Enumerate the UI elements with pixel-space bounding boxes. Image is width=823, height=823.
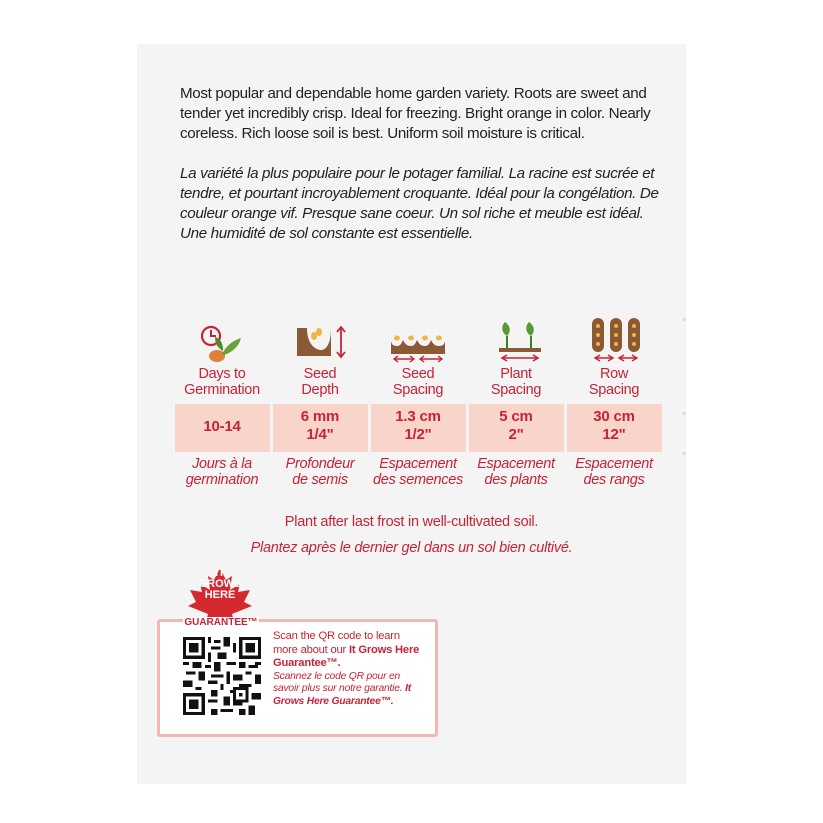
guarantee-logo-text: IT GROWS HERE: [198, 567, 242, 601]
edge-mark: [683, 412, 686, 415]
label-seed-depth: Seed Depth: [301, 366, 339, 398]
seed-spacing-icon: [389, 328, 449, 364]
description-english: Most popular and dependable home garden variety. Roots are sweet and tender yet incredibly crisp. Ideal for freezing. Bright orange in color. Nearly coreless. Rich loose soil is best. Uniform soil moisture is critical.: [180, 85, 651, 142]
planting-labels-english: [175, 366, 665, 402]
label-fr-plant-spacing: Espacement des plants: [477, 456, 555, 488]
label-seed-spacing: Seed Spacing: [392, 366, 444, 398]
value-seed-spacing: 1.3 cm 1/2": [395, 408, 441, 443]
description-french: La variété la plus populaire pour le potager familial. La racine est sucrée et tendre, et pourtant incroyablement croquante. Idéal pour la congélation. De couleur orange vif. Presque sane coeur. Un sol riche et meuble est idéal. Une humidité de sol constante est essentielle.: [180, 165, 659, 242]
guarantee-badge-text: GUARANTEE™: [184, 617, 258, 628]
row-spacing-icon: [590, 318, 644, 364]
label-fr-seed-depth: Profondeur de semis: [285, 456, 355, 488]
label-plant-spacing: Plant Spacing: [490, 366, 542, 398]
clock-seedling-icon: [199, 324, 245, 364]
planting-values-row: [175, 404, 665, 452]
planting-note-french: Plantez après le dernier gel dans un sol bien cultivé.: [250, 540, 573, 556]
edge-mark: [683, 452, 686, 455]
edge-mark: [683, 318, 686, 321]
seed-depth-icon: [297, 326, 347, 362]
qr-code[interactable]: [183, 637, 261, 715]
planting-labels-french: [175, 456, 665, 496]
planting-note-english: Plant after last frost in well-cultivated soil.: [284, 514, 539, 530]
label-days-to-germination: Days to Germination: [184, 366, 260, 398]
guarantee-link-english[interactable]: It Grows Here Guarantee™.: [273, 643, 420, 669]
value-plant-spacing: 5 cm 2": [499, 408, 533, 443]
value-days-to-germination: 10-14: [203, 418, 241, 435]
planting-icons-row: [175, 318, 665, 364]
guarantee-text-english: Scan the QR code to learn more about our It Grows Here Guarantee™.: [273, 630, 420, 669]
label-fr-row-spacing: Espacement des rangs: [575, 456, 653, 488]
guarantee-description: [273, 630, 423, 708]
value-row-spacing: 30 cm 12": [593, 408, 635, 443]
label-fr-seed-spacing: Espacement des semences: [373, 456, 463, 488]
guarantee-text-french: Scannez le code QR pour en savoir plus sur notre garantie. It Grows Here Guarantee™.: [273, 670, 411, 707]
label-row-spacing: Row Spacing: [588, 366, 640, 398]
guarantee-link-french[interactable]: It Grows Here Guarantee™.: [273, 683, 411, 707]
label-fr-germination: Jours à la germination: [185, 456, 259, 488]
value-seed-depth: 6 mm 1/4": [300, 408, 340, 443]
plant-spacing-icon: [497, 320, 543, 364]
